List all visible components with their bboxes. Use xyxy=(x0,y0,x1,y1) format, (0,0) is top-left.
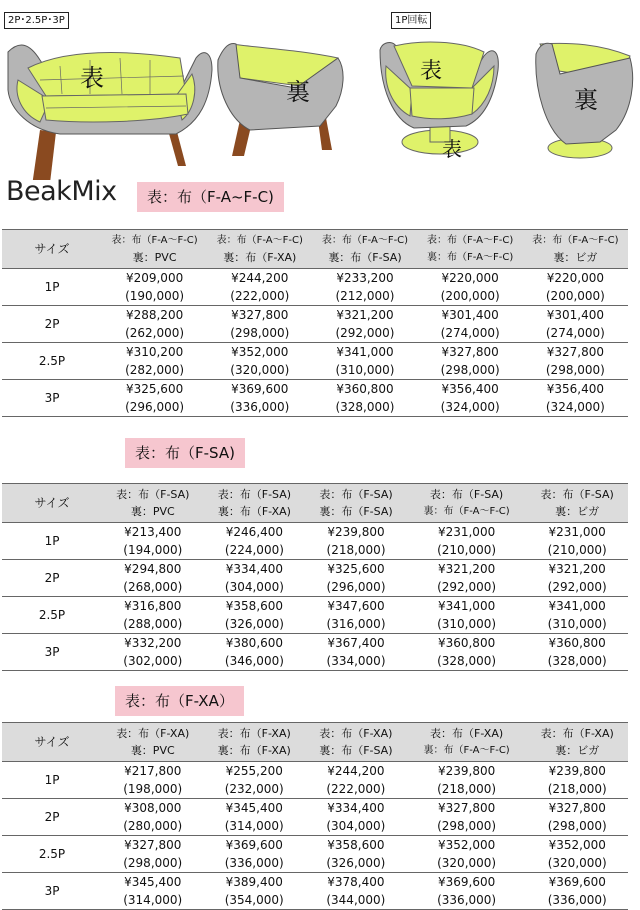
base-price-cell: (354,000) xyxy=(203,891,304,910)
base-price-cell: (232,000) xyxy=(224,782,284,796)
price-cell: ¥325,600 xyxy=(305,560,407,579)
base-price-cell: (292,000) xyxy=(547,580,607,594)
price-cell: ¥380,600 xyxy=(204,634,306,653)
header-col: 表：布（F-SA) 裏：PVC xyxy=(102,484,204,523)
base-price-cell: (346,000) xyxy=(204,652,306,671)
price-cell: ¥239,800 xyxy=(305,523,407,542)
price-cell: ¥369,600 xyxy=(207,380,312,399)
table-row xyxy=(2,523,628,542)
price-cell: ¥358,600 xyxy=(204,597,306,616)
price-cell: ¥327,800 xyxy=(102,836,203,855)
price-cell: ¥341,000 xyxy=(312,343,417,362)
price-cell: ¥310,200 xyxy=(102,343,207,362)
table-header-row xyxy=(2,723,628,762)
table-row xyxy=(2,762,628,781)
base-price-cell: (334,000) xyxy=(305,652,407,671)
header-size: サイズ xyxy=(2,723,102,762)
price-cell: ¥378,400 xyxy=(305,873,407,892)
table-row xyxy=(2,597,628,616)
price-table-3 xyxy=(2,722,628,910)
size-cell: 3P xyxy=(2,380,102,417)
price-cell: ¥369,600 xyxy=(526,873,628,892)
price-cell: ¥352,000 xyxy=(407,836,527,855)
price-cell: ¥233,200 xyxy=(312,269,417,288)
price-cell: ¥327,800 xyxy=(526,799,628,818)
base-price-cell: (292,000) xyxy=(335,326,395,340)
base-price-cell: (336,000) xyxy=(526,891,628,910)
base-price-cell: (310,000) xyxy=(547,617,607,631)
price-cell: ¥321,200 xyxy=(407,560,527,579)
price-cell: ¥341,000 xyxy=(526,597,628,616)
base-price-cell: (320,000) xyxy=(437,856,497,870)
base-price-cell: (280,000) xyxy=(123,819,183,833)
price-cell: ¥308,000 xyxy=(102,799,203,818)
price-cell: ¥288,200 xyxy=(102,306,207,325)
base-price-cell: (218,000) xyxy=(547,782,607,796)
section-title-2: 表：布（F-SA) xyxy=(125,438,245,468)
base-price-cell: (328,000) xyxy=(407,652,527,671)
price-cell: ¥334,400 xyxy=(204,560,306,579)
base-price-cell: (268,000) xyxy=(123,580,183,594)
header-size: サイズ xyxy=(2,230,102,269)
table-row xyxy=(2,380,628,399)
price-cell: ¥321,200 xyxy=(312,306,417,325)
size-cell: 3P xyxy=(2,634,102,671)
base-price-cell: (328,000) xyxy=(312,398,417,417)
size-cell: 2.5P xyxy=(2,343,102,380)
price-cell: ¥244,200 xyxy=(207,269,312,288)
back-label-chair: 裏 xyxy=(574,86,598,114)
table-row xyxy=(2,306,628,325)
price-cell: ¥369,600 xyxy=(407,873,527,892)
size-cell: 1P xyxy=(2,269,102,306)
size-cell: 2P xyxy=(2,799,102,836)
base-price-cell: (296,000) xyxy=(102,398,207,417)
price-cell: ¥360,800 xyxy=(407,634,527,653)
price-cell: ¥301,400 xyxy=(418,306,523,325)
price-cell: ¥231,000 xyxy=(526,523,628,542)
size-cell: 1P xyxy=(2,762,102,799)
base-price-cell: (210,000) xyxy=(547,543,607,557)
header-col: 表：布（F-XA) 裏：布（F-A～F-C) xyxy=(407,723,527,762)
header-col: 表：布（F-XA) 裏：布（F-SA) xyxy=(305,723,407,762)
table-row xyxy=(2,343,628,362)
base-price-cell: (198,000) xyxy=(123,782,183,796)
base-price-cell: (222,000) xyxy=(326,782,386,796)
sofa-front-image xyxy=(8,45,212,180)
base-price-cell: (262,000) xyxy=(125,326,185,340)
base-price-cell: (298,000) xyxy=(440,363,500,377)
price-cell: ¥316,800 xyxy=(102,597,204,616)
base-price-cell: (324,000) xyxy=(418,398,523,417)
header-col: 表：布（F-A～F-C) 裏：布（F-A～F-C) xyxy=(418,230,523,269)
price-cell: ¥321,200 xyxy=(526,560,628,579)
front-label-sofa: 表 xyxy=(80,64,104,92)
base-price-cell: (336,000) xyxy=(224,856,284,870)
price-cell: ¥352,000 xyxy=(207,343,312,362)
size-cell: 2.5P xyxy=(2,597,102,634)
price-cell: ¥358,600 xyxy=(305,836,407,855)
table-row xyxy=(2,269,628,288)
base-price-cell: (310,000) xyxy=(437,617,497,631)
sofa-back-image xyxy=(218,44,343,156)
brand-logo: BeakMix xyxy=(6,176,117,207)
table-row xyxy=(2,873,628,892)
back-label-sofa: 裏 xyxy=(286,78,310,106)
base-price-cell: (292,000) xyxy=(437,580,497,594)
base-price-cell: (304,000) xyxy=(326,819,386,833)
base-price-cell: (324,000) xyxy=(523,398,628,417)
base-price-cell: (222,000) xyxy=(230,289,290,303)
header-col: 表：布（F-A～F-C) 裏：布（F-SA) xyxy=(312,230,417,269)
price-cell: ¥367,400 xyxy=(305,634,407,653)
base-price-cell: (298,000) xyxy=(123,856,183,870)
price-cell: ¥239,800 xyxy=(526,762,628,781)
price-cell: ¥334,400 xyxy=(305,799,407,818)
header-col: 表：布（F-A～F-C) 裏：布（F-XA) xyxy=(207,230,312,269)
base-price-cell: (212,000) xyxy=(335,289,395,303)
base-price-cell: (298,000) xyxy=(230,326,290,340)
base-price-cell: (344,000) xyxy=(305,891,407,910)
price-cell: ¥244,200 xyxy=(305,762,407,781)
price-cell: ¥352,000 xyxy=(526,836,628,855)
base-price-cell: (274,000) xyxy=(440,326,500,340)
price-cell: ¥301,400 xyxy=(523,306,628,325)
front-label-chair-base: 表 xyxy=(442,137,462,161)
base-price-cell: (296,000) xyxy=(326,580,386,594)
base-price-cell: (326,000) xyxy=(326,856,386,870)
price-cell: ¥341,000 xyxy=(407,597,527,616)
price-cell: ¥345,400 xyxy=(203,799,304,818)
section-title-1: 表：布（F-A~F-C) xyxy=(137,182,284,212)
header-col: 表：布（F-XA) 裏：PVC xyxy=(102,723,203,762)
base-price-cell: (218,000) xyxy=(326,543,386,557)
size-cell: 1P xyxy=(2,523,102,560)
sofa-illustrations xyxy=(0,30,640,180)
table-row xyxy=(2,836,628,855)
header-col: 表：布（F-SA) 裏：ビガ xyxy=(526,484,628,523)
size-cell: 2P xyxy=(2,306,102,343)
base-price-cell: (320,000) xyxy=(230,363,290,377)
section-title-3: 表：布（F-XA） xyxy=(115,686,244,716)
price-cell: ¥360,800 xyxy=(312,380,417,399)
base-price-cell: (310,000) xyxy=(335,363,395,377)
price-cell: ¥246,400 xyxy=(204,523,306,542)
base-price-cell: (194,000) xyxy=(123,543,183,557)
table-header-row xyxy=(2,230,628,269)
price-cell: ¥231,000 xyxy=(407,523,527,542)
price-cell: ¥345,400 xyxy=(102,873,203,892)
price-cell: ¥217,800 xyxy=(102,762,203,781)
base-price-cell: (274,000) xyxy=(545,326,605,340)
base-price-cell: (316,000) xyxy=(326,617,386,631)
header-col: 表：布（F-XA) 裏：布（F-XA) xyxy=(203,723,304,762)
price-cell: ¥255,200 xyxy=(203,762,304,781)
price-cell: ¥356,400 xyxy=(418,380,523,399)
price-cell: ¥389,400 xyxy=(203,873,304,892)
base-price-cell: (210,000) xyxy=(437,543,497,557)
base-price-cell: (298,000) xyxy=(547,819,607,833)
header-col: 表：布（F-A～F-C) 裏：PVC xyxy=(102,230,207,269)
size-cell: 3P xyxy=(2,873,102,910)
price-cell: ¥220,000 xyxy=(418,269,523,288)
table-row xyxy=(2,560,628,579)
group-label-multi: 2P･2.5P･3P xyxy=(4,12,69,29)
price-cell: ¥327,800 xyxy=(407,799,527,818)
price-cell: ¥327,800 xyxy=(523,343,628,362)
price-cell: ¥369,600 xyxy=(203,836,304,855)
table-header-row xyxy=(2,484,628,523)
base-price-cell: (314,000) xyxy=(224,819,284,833)
price-cell: ¥327,800 xyxy=(418,343,523,362)
header-col: 表：布（F-SA) 裏：布（F-A～F-C) xyxy=(407,484,527,523)
price-cell: ¥327,800 xyxy=(207,306,312,325)
price-cell: ¥213,400 xyxy=(102,523,204,542)
base-price-cell: (314,000) xyxy=(102,891,203,910)
front-label-chair: 表 xyxy=(420,59,443,84)
price-cell: ¥239,800 xyxy=(407,762,527,781)
price-cell: ¥325,600 xyxy=(102,380,207,399)
base-price-cell: (320,000) xyxy=(547,856,607,870)
base-price-cell: (302,000) xyxy=(102,652,204,671)
price-cell: ¥347,600 xyxy=(305,597,407,616)
base-price-cell: (224,000) xyxy=(224,543,284,557)
base-price-cell: (200,000) xyxy=(440,289,500,303)
base-price-cell: (190,000) xyxy=(125,289,185,303)
price-cell: ¥220,000 xyxy=(523,269,628,288)
size-cell: 2.5P xyxy=(2,836,102,873)
header-col: 表：布（F-SA) 裏：布（F-SA) xyxy=(305,484,407,523)
base-price-cell: (336,000) xyxy=(407,891,527,910)
table-row xyxy=(2,799,628,818)
group-label-single: 1P回転 xyxy=(391,12,431,29)
header-col: 表：布（F-A～F-C) 裏：ビガ xyxy=(523,230,628,269)
base-price-cell: (282,000) xyxy=(125,363,185,377)
base-price-cell: (200,000) xyxy=(545,289,605,303)
price-table-1 xyxy=(2,229,628,417)
price-cell: ¥356,400 xyxy=(523,380,628,399)
base-price-cell: (288,000) xyxy=(123,617,183,631)
base-price-cell: (298,000) xyxy=(545,363,605,377)
base-price-cell: (304,000) xyxy=(224,580,284,594)
base-price-cell: (336,000) xyxy=(207,398,312,417)
price-cell: ¥332,200 xyxy=(102,634,204,653)
base-price-cell: (298,000) xyxy=(437,819,497,833)
price-cell: ¥294,800 xyxy=(102,560,204,579)
price-cell: ¥209,000 xyxy=(102,269,207,288)
header-size: サイズ xyxy=(2,484,102,523)
base-price-cell: (218,000) xyxy=(437,782,497,796)
header-col: 表：布（F-SA) 裏：布（F-XA) xyxy=(204,484,306,523)
price-table-2 xyxy=(2,483,628,671)
base-price-cell: (328,000) xyxy=(526,652,628,671)
base-price-cell: (326,000) xyxy=(224,617,284,631)
header-col: 表：布（F-XA) 裏：ビガ xyxy=(526,723,628,762)
table-row xyxy=(2,634,628,653)
price-cell: ¥360,800 xyxy=(526,634,628,653)
size-cell: 2P xyxy=(2,560,102,597)
